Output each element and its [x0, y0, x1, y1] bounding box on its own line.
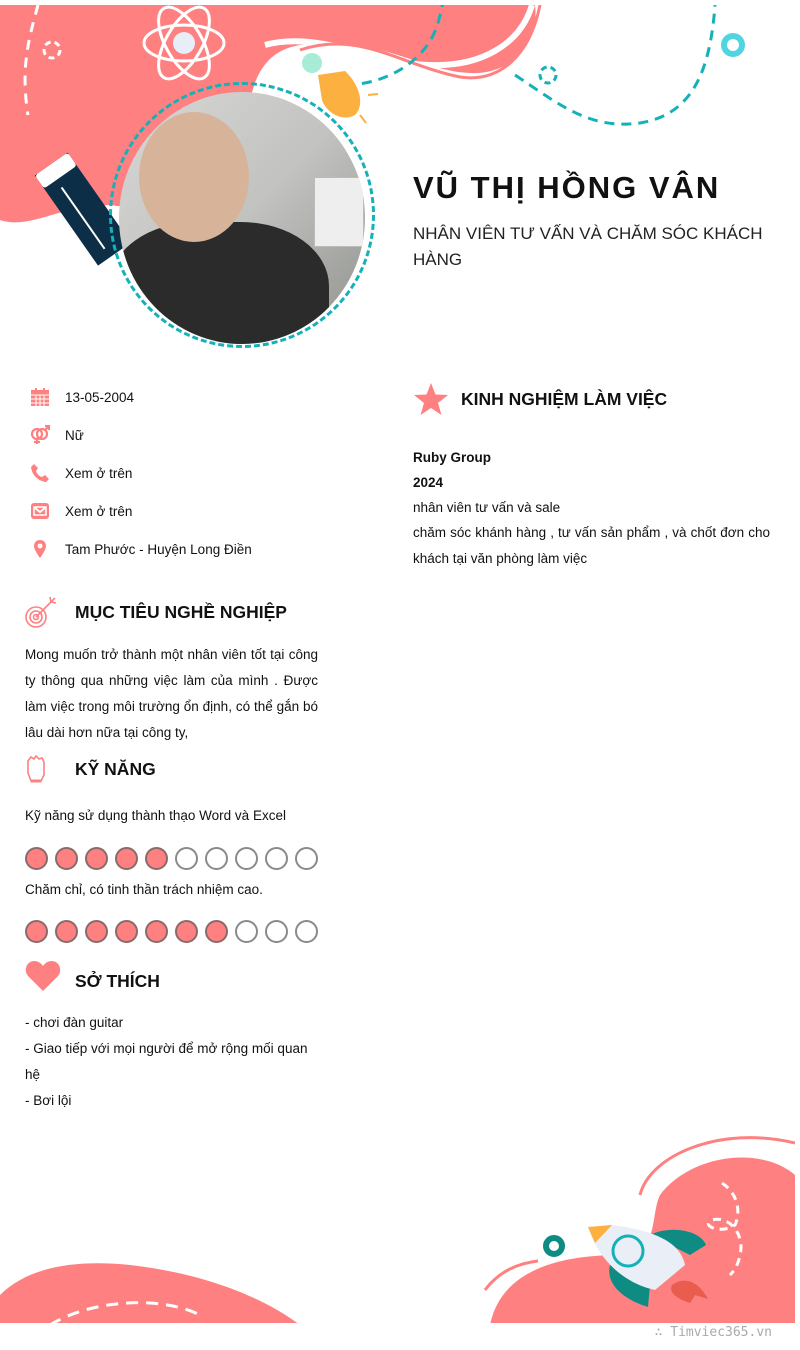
cv-page	[0, 5, 795, 1323]
contact-phone: Xem ở trên	[30, 461, 132, 485]
hobby-item: - Bơi lội	[25, 1093, 72, 1108]
rating-dot-filled	[85, 920, 108, 943]
rating-dot-filled	[145, 847, 168, 870]
objective-text: Mong muốn trở thành một nhân viên tốt tại công ty thông qua những việc làm của mình . Được làm việc trong môi trường ổn định, có thể gắn bó lâu dài hơn nữa tại công ty,	[25, 647, 318, 740]
gender-icon	[30, 425, 50, 445]
rating-dot-empty	[175, 847, 198, 870]
hobby-item: - chơi đàn guitar	[25, 1015, 124, 1030]
contact-address: Tam Phước - Huyện Long Điền	[30, 537, 252, 561]
experience-company: Ruby Group	[413, 450, 491, 465]
location-icon	[30, 539, 50, 559]
avatar	[119, 92, 365, 344]
watermark: ∴ Timviec365.vn	[654, 1325, 772, 1340]
rating-dot-empty	[295, 847, 318, 870]
rating-dot-filled	[115, 847, 138, 870]
experience-role: nhân viên tư vấn và sale	[413, 500, 561, 515]
hobbies-list	[25, 1010, 325, 1114]
rating-dot-empty	[265, 847, 288, 870]
experience-entry	[413, 445, 770, 572]
contact-email: Xem ở trên	[30, 499, 132, 523]
contact-birthday: 13-05-2004	[30, 385, 134, 409]
rating-dot-empty	[235, 920, 258, 943]
hobby-item: - Giao tiếp với mọi người để mở rộng mối quan hệ	[25, 1041, 308, 1082]
objective-header	[24, 595, 287, 629]
footer-decoration	[0, 1115, 795, 1323]
skill-rating	[25, 847, 318, 870]
contact-gender: Nữ	[30, 423, 84, 447]
rating-dot-filled	[145, 920, 168, 943]
skills-header	[25, 753, 156, 785]
email-icon	[30, 501, 50, 521]
candidate-position: NHÂN VIÊN TƯ VẤN VÀ CHĂM SÓC KHÁCH HÀNG	[413, 224, 763, 269]
hobbies-heading: SỞ THÍCH	[75, 970, 160, 991]
hand-icon	[25, 753, 47, 785]
rating-dot-filled	[175, 920, 198, 943]
rating-dot-empty	[265, 920, 288, 943]
skill-name: Kỹ năng sử dụng thành thạo Word và Excel	[25, 808, 286, 823]
rating-dot-empty	[205, 847, 228, 870]
experience-year: 2024	[413, 475, 444, 490]
hobbies-header	[25, 960, 160, 992]
rating-dot-filled	[55, 847, 78, 870]
rating-dot-filled	[55, 920, 78, 943]
rating-dot-filled	[85, 847, 108, 870]
phone-icon	[30, 463, 50, 483]
skills-heading: KỸ NĂNG	[75, 758, 156, 779]
rating-dot-empty	[235, 847, 258, 870]
rating-dot-filled	[205, 920, 228, 943]
experience-heading: KINH NGHIỆM LÀM VIỆC	[461, 388, 668, 409]
skill-name: Chăm chỉ, có tinh thần trách nhiệm cao.	[25, 882, 263, 897]
star-icon	[413, 382, 449, 416]
experience-description: chăm sóc khánh hàng , tư vấn sản phẩm , và chốt đơn cho khách tại văn phòng làm việc	[413, 525, 770, 566]
skill-rating	[25, 920, 318, 943]
calendar-icon	[30, 387, 50, 407]
rating-dot-empty	[295, 920, 318, 943]
candidate-name: VŨ THỊ HỒNG VÂN	[413, 170, 721, 205]
heart-icon	[25, 960, 61, 992]
rating-dot-filled	[25, 920, 48, 943]
rating-dot-filled	[25, 847, 48, 870]
target-icon	[24, 595, 58, 629]
rating-dot-filled	[115, 920, 138, 943]
experience-header	[413, 382, 667, 416]
objective-heading: MỤC TIÊU NGHỀ NGHIỆP	[75, 601, 287, 622]
